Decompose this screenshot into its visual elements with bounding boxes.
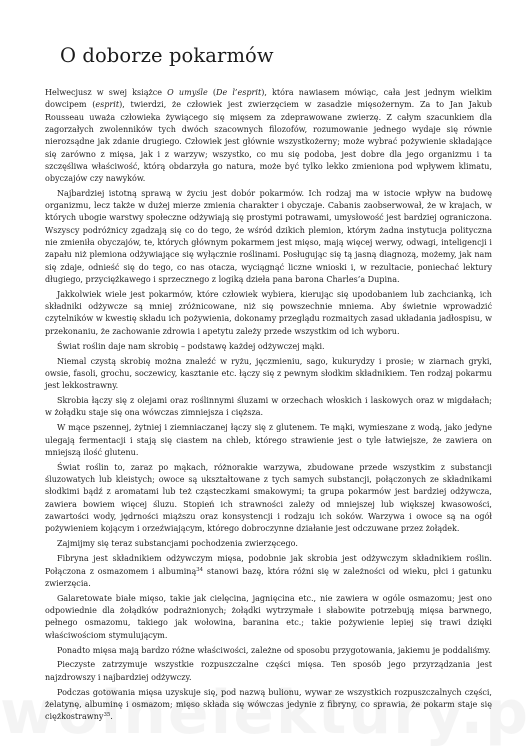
paragraph: [45, 188, 492, 287]
text-run: Galaretowate białe mięso, takie jak cielęcina, jagnięcina etc., nie zawiera w ogóle osmazomu; jest ono odpowiednie dla żołądków podrażnionych; żołądki wytrzymałe i słabowite potrzebują mięsa barwnego, pełnego osmazomu, takiego jak wołowina, baranina etc.; takie pożywienie lepiej się trawi dzięki właściwościom stymulującym.: [45, 593, 492, 640]
paragraph: [45, 289, 492, 338]
paragraph: [45, 462, 492, 536]
text-run: Podczas gotowania mięsa uzyskuje się, pod nazwą bulionu, wywar ze wszystkich rozpuszczalnych części, żelatynę, albuminę i osmazom; mięso składa się wówczas jedynie z fibryny, co sprawia, że pokarm staje się ciężkostrawny: [45, 687, 492, 722]
footnote-ref[interactable]: 34: [196, 566, 204, 573]
paragraph: [45, 645, 492, 657]
paragraph: [45, 553, 492, 590]
text-run: W mące pszennej, żytniej i ziemniaczanej łączy się z glutenem. Te mąki, wymieszane z wodą, jako jedyne ulegają fermentacji i stają się ciastem na chleb, którego strawienie jest o tyle łatwiejsze, że zawiera on mniejszą ilość glutenu.: [45, 423, 492, 457]
text-run: Świat roślin daje nam skrobię – podstawę każdej odżywczej mąki.: [57, 341, 325, 351]
text-run: Zajmijmy się teraz substancjami pochodzenia zwierzęcego.: [57, 539, 298, 549]
text-run: Niemal czystą skrobię można znaleźć w ryżu, jęczmieniu, sago, kukurydzy i prosie; w ziarnach gryki, owsie, fasoli, grochu, soczewicy, kasztanie etc. łączy się z pewnym słodkim składnikiem. Ten rodzaj pokarmu jest lekkostrawny.: [45, 356, 492, 391]
paragraph: [45, 538, 492, 550]
text-run: Najbardziej istotną sprawą w życiu jest dobór pokarmów. Ich rodzaj ma w istocie wpływ na budowę organizmu, lecz także w dużej mierze zmienia charakter i obyczaje. Cabanis zaobserwował, że w krajach, w których ubogie warstwy społeczne odżywiają się prostymi potrawami, umysłowość jest bardziej ograniczona. Wszyscy podróżnicy zgadzają się co do tego, że wśród dzikich plemion, którym żadna instytucja polityczna nie zmieniła obyczajów, te, których głównym pokarmem jest mięso, mają więcej werwy, odwagi, inteligencji i zapału niż plemiona odżywiające się wyłącznie roślinami. Posługując się tą jasną diagnozą, możemy, jak nam się zdaje, odnieść się do tego, co nas otacza, wyciągnąć liczne wnioski i, w rezultacie, poniechać lektury długiego, przyciężkawego i sprzecznego z logiką dzieła pana barona Charles’a Dupina.: [45, 188, 492, 284]
text-run: ), która nawiasem mówiąc, cała jest jednym wielkim dowcipem (: [45, 88, 492, 110]
paragraph: [45, 356, 492, 393]
text-run: Świat roślin to, zaraz po mąkach, różnorakie warzywa, zbudowane przede wszystkim z substancji śluzowatych lub kleistych; owoce są ukształtowane z tych samych substancji, połączonych ze składnikami słodkimi bądź z aromatami lub też cząsteczkami smakowymi; ta grupa pokarmów jest bardziej odżywcza, zawiera bowiem więcej śluzu. Stopień ich strawności zależy od mniejszej lub większej kwasowości, zawartości wody, jędrności miąższu oraz konsystencji i rodzaju ich soków. Warzywa i owoce są na ogół pożywieniem kojącym i orzeźwiającym, którego dobroczynne działanie jest odczuwane przez żołądek.: [45, 462, 492, 534]
paragraph: [45, 87, 492, 186]
italic-text: esprit: [95, 100, 120, 110]
paragraph: [45, 395, 492, 420]
chapter-title: O doborze pokarmów: [60, 44, 274, 67]
text-run: ), twierdzi, że człowiek jest zwierzęciem w zasadzie mięsożernym. Za to Jan Jakub Rousseau uważa człowieka żywiącego się mięsem za zdeprawowane zwierzę. Z całym szacunkiem dla zagorzałych zwolenników tych dwóch szacownych filozofów, rozumowanie jednego wydaje się równie nierozsądne jak zdanie drugiego. Człowiek jest głównie wszystkożerny; może wybrać pożywienie składające się zarówno z mięsa, jak i z warzyw; wszystko, co mu się podoba, jest dobre dla jego organizmu i ta szczęśliwa właściwość, którą obdarzyła go natura, może być tylko lekko zmieniona pod wpływem klimatu, obyczajów czy nawyków.: [45, 100, 492, 184]
text-run: Pieczyste zatrzymuje wszystkie rozpuszczalne części mięsa. Ten sposób jego przyrządzania jest najzdrowszy i najbardziej odżywczy.: [45, 660, 492, 682]
paragraph: [45, 422, 492, 459]
text-run: Ponadto mięsa mają bardzo różne właściwości, zależne od sposobu przygotowania, jakiemu je poddaliśmy.: [57, 645, 491, 655]
italic-text: De l’esprit: [216, 88, 262, 97]
chapter-body: [45, 87, 492, 724]
paragraph: [45, 659, 492, 684]
paragraph: [45, 593, 492, 642]
footnote-ref[interactable]: 35: [103, 712, 111, 719]
text-run: Skrobia łączy się z olejami oraz roślinnymi śluzami w orzechach włoskich i laskowych oraz w migdałach; w żołądku staje się ona wówczas zimniejsza i cięższa.: [45, 396, 492, 418]
text-run: Fibryna jest składnikiem odżywczym mięsa, podobnie jak skrobia jest odżywczym składnikiem roślin. Połączona z osmazomem i albuminą: [45, 554, 492, 576]
text-run: (: [207, 88, 216, 97]
text-run: stanowi bazę, która różni się w zależności od wieku, płci i gatunku zwierzęcia.: [45, 566, 492, 588]
italic-text: O umyśle: [167, 88, 208, 97]
paragraph: [45, 687, 492, 724]
text-run: Helwecjusz w swej książce: [45, 88, 168, 97]
text-run: Jakkolwiek wiele jest pokarmów, które człowiek wybiera, kierując się upodobaniem lub zachcianką, ich składniki odżywcze są mniej zróżnicowane, niż się powszechnie mniema. Aby świetnie wprowadzić czytelników w kwestię składu ich pożywienia, dokonamy przeglądu rozmaitych zasad układania jadłospisu, w przekonaniu, że zachowanie zdrowia i apetytu zależy przede wszystkim od ich wyboru.: [45, 289, 492, 336]
text-run: .: [110, 712, 113, 722]
paragraph: [45, 341, 492, 353]
